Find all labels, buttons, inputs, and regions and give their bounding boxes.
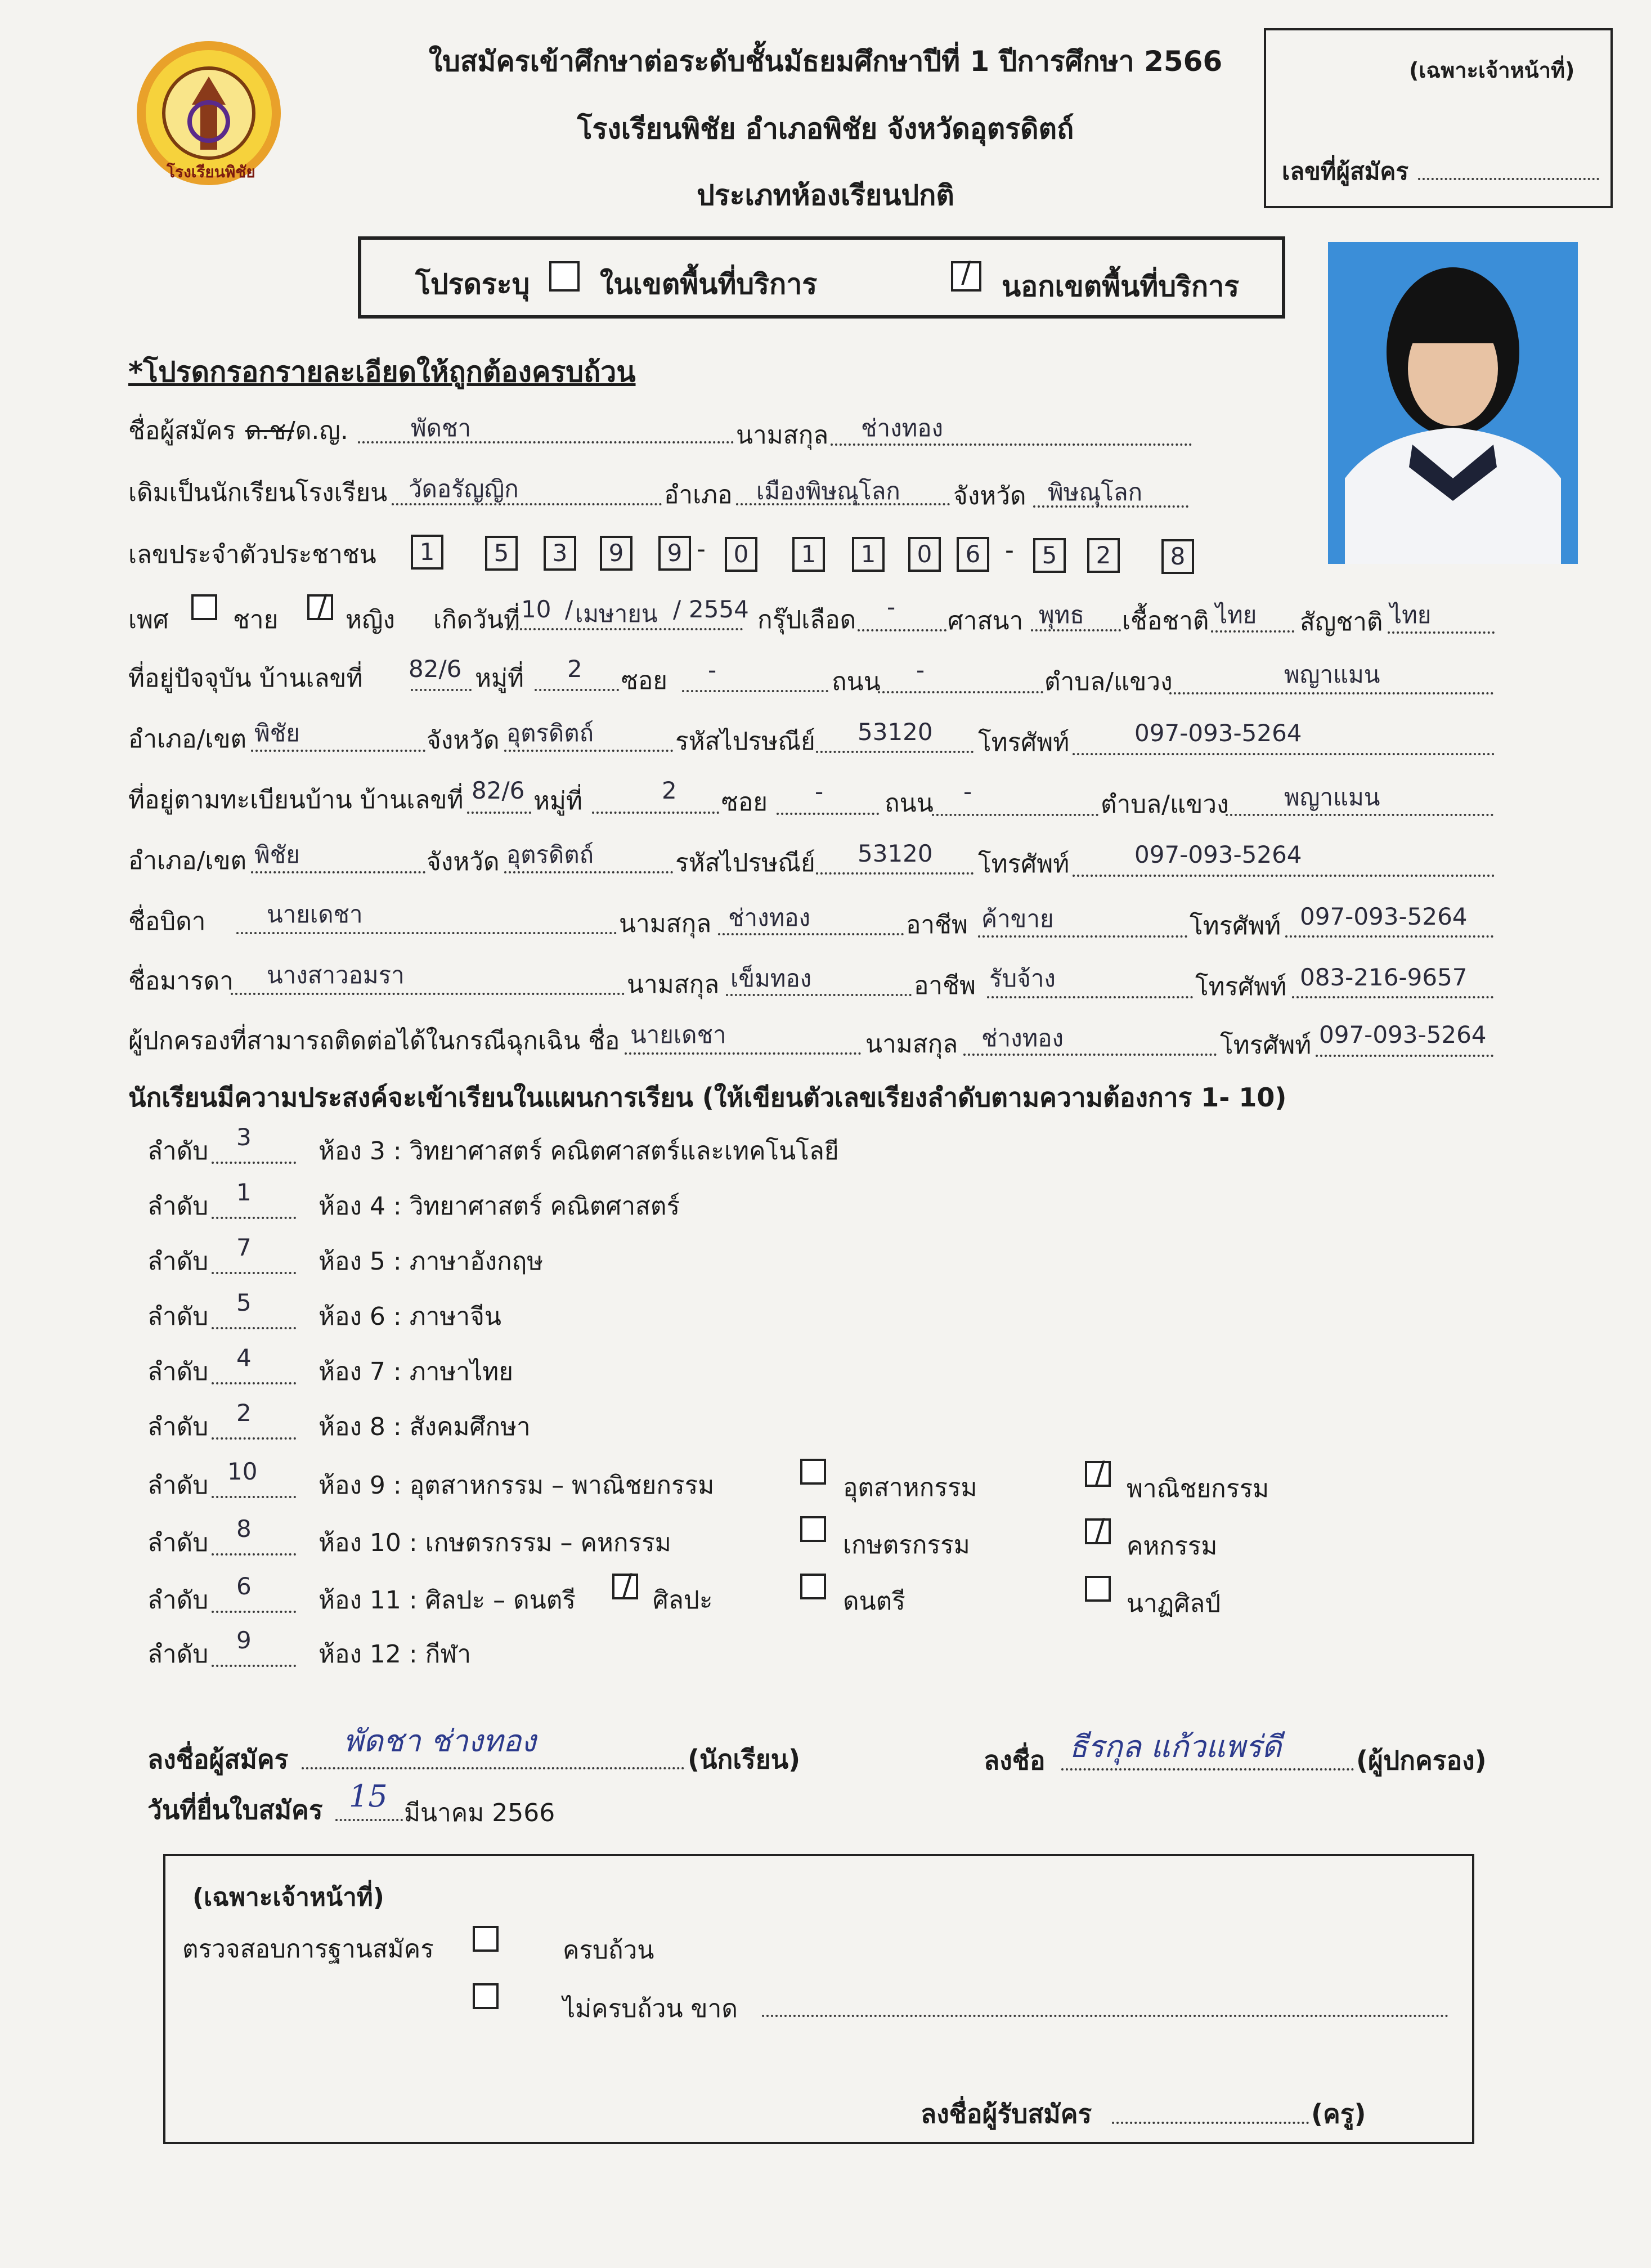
- plan-rank: 4: [236, 1344, 252, 1371]
- father-job-label: อาชีพ: [906, 911, 968, 939]
- plan-room: ห้อง 10 : เกษตรกรรม – คหกรรม: [318, 1529, 671, 1557]
- in-area-checkbox[interactable]: [549, 261, 580, 292]
- birth-day: 10: [521, 595, 551, 623]
- reg-province-label: จังหวัด: [427, 848, 500, 876]
- guardian-role: (ผู้ปกครอง): [1356, 1745, 1487, 1776]
- cur-road: -: [916, 656, 925, 684]
- plan-rank: 8: [236, 1515, 252, 1543]
- applicant-photo: [1328, 242, 1578, 564]
- plan-room: ห้อง 3 : วิทยาศาสตร์ คณิตศาสตร์และเทคโนโลยี: [318, 1137, 839, 1166]
- plan-rank: 9: [236, 1626, 252, 1654]
- reg-district-label: อำเภอ/เขต: [128, 846, 247, 875]
- cur-phone-label: โทรศัพท์: [978, 728, 1070, 757]
- applicant-role: (นักเรียน): [688, 1744, 801, 1774]
- prev-province: พิษณุโลก: [1048, 478, 1143, 506]
- id-digit[interactable]: 6: [957, 537, 989, 572]
- father-phone-label: โทรศัพท์: [1190, 912, 1281, 940]
- plan-room: ห้อง 4 : วิทยาศาสตร์ คณิตศาสตร์: [318, 1192, 680, 1221]
- id-digit[interactable]: 1: [852, 537, 885, 572]
- service-area-box: [358, 236, 1285, 319]
- nationality-label: สัญชาติ: [1300, 608, 1383, 637]
- mother-surname: เข็มทอง: [730, 965, 812, 992]
- national-id-label: เลขประจำตัวประชาชน: [128, 540, 376, 569]
- reg-moo: 2: [662, 777, 677, 804]
- agriculture-checkbox[interactable]: [800, 1516, 826, 1542]
- male-label: ชาย: [233, 606, 279, 634]
- mother-job-label: อาชีพ: [914, 971, 976, 1000]
- reg-house-no: 82/6: [472, 777, 525, 804]
- plan-rank: 2: [236, 1399, 252, 1427]
- prev-province-label: จังหวัด: [953, 482, 1026, 510]
- receiver-role: (ครู): [1311, 2099, 1366, 2129]
- mother-name: นางสาวอมรา: [267, 961, 405, 989]
- complete-label: ครบถ้วน: [563, 1936, 654, 1965]
- submit-day: 15: [349, 1778, 388, 1814]
- instruction: *โปรดกรอกรายละเอียดให้ถูกต้องครบถ้วน: [128, 356, 636, 388]
- race: ไทย: [1215, 601, 1257, 629]
- plan-room: ห้อง 8 : สังคมศึกษา: [318, 1413, 531, 1441]
- applicant-signature: พัดชา ช่างทอง: [343, 1723, 536, 1759]
- cur-soi-label: ซอย: [621, 666, 668, 695]
- birth-slash-1: /: [565, 595, 573, 623]
- reg-district: พิชัย: [254, 841, 300, 868]
- homeec-checkbox[interactable]: /: [1085, 1518, 1111, 1544]
- first-name: พัดชา: [411, 414, 472, 442]
- plan-room: ห้อง 12 : กีฬา: [318, 1640, 472, 1669]
- art-checkbox[interactable]: /: [612, 1574, 638, 1599]
- agriculture-label: เกษตรกรรม: [843, 1531, 970, 1559]
- official-box-label: (เฉพาะเจ้าหน้าที่): [1409, 58, 1575, 83]
- in-area-label: ในเขตพื้นที่บริการ: [600, 268, 818, 301]
- birth-month: เมษายน: [575, 600, 658, 627]
- cur-moo: 2: [567, 655, 582, 683]
- dance-label: นาฏศิลป์: [1127, 1589, 1221, 1618]
- reg-subdistrict-label: ตำบล/แขวง: [1101, 790, 1229, 819]
- surname: ช่างทอง: [861, 414, 944, 442]
- reg-moo-label: หมู่ที่: [533, 787, 583, 815]
- guardian-sign-label: ลงชื่อ: [984, 1745, 1046, 1776]
- official-number-box: [1264, 28, 1613, 208]
- father-label: ชื่อบิดา: [128, 907, 206, 936]
- id-dash: -: [697, 535, 706, 563]
- official-check-label: ตรวจสอบการฐานสมัคร: [182, 1935, 434, 1964]
- religion-label: ศาสนา: [948, 607, 1024, 635]
- plan-room: ห้อง 7 : ภาษาไทย: [318, 1357, 514, 1386]
- id-digit[interactable]: 1: [792, 537, 825, 572]
- cur-road-label: ถนน: [832, 667, 881, 696]
- logo-text: โรงเรียนพิชัย: [167, 163, 255, 181]
- school-name: โรงเรียนพิชัย อำเภอพิชัย จังหวัดอุตรดิตถ์: [577, 113, 1074, 145]
- cur-district-label: อำเภอ/เขต: [128, 725, 247, 754]
- plans-heading: นักเรียนมีความประสงค์จะเข้าเรียนในแผนการเรียน (ให้เขียนตัวเลขเรียงลำดับตามความต้องการ 1- 10): [128, 1082, 1287, 1113]
- id-digit[interactable]: 2: [1087, 538, 1120, 573]
- applicant-no-label: เลขที่ผู้สมัคร: [1282, 158, 1409, 185]
- guardian-phone: 097-093-5264: [1319, 1021, 1487, 1048]
- out-area-checkbox[interactable]: /: [951, 261, 981, 292]
- cur-phone: 097-093-5264: [1134, 719, 1302, 747]
- surname-label: นามสกุล: [736, 421, 829, 450]
- id-digit[interactable]: 3: [544, 536, 576, 571]
- industry-label: อุตสาหกรรม: [843, 1473, 977, 1502]
- birth-year: 2554: [689, 595, 749, 623]
- incomplete-checkbox[interactable]: [473, 1983, 499, 2009]
- official-label: (เฉพาะเจ้าหน้าที่): [192, 1883, 384, 1912]
- plan-rank: 3: [236, 1123, 252, 1151]
- music-checkbox[interactable]: [800, 1574, 826, 1599]
- guardian-phone-label: โทรศัพท์: [1220, 1031, 1312, 1060]
- father-job: ค้าขาย: [981, 905, 1054, 933]
- blood: -: [887, 593, 896, 621]
- birth-label: เกิดวันที่: [433, 606, 521, 634]
- mother-surname-label: นามสกุล: [627, 970, 720, 999]
- father-name: นายเดชา: [267, 900, 363, 928]
- plan-rank: 6: [236, 1572, 252, 1600]
- dance-checkbox[interactable]: [1085, 1576, 1111, 1602]
- receiver-sign-label: ลงชื่อผู้รับสมัคร: [921, 2099, 1092, 2129]
- id-digit[interactable]: 1: [411, 535, 443, 570]
- guardian-label: ผู้ปกครองที่สามารถติดต่อได้ในกรณีฉุกเฉิน ชื่อ: [128, 1027, 620, 1055]
- reg-subdistrict: พญาแมน: [1284, 783, 1380, 811]
- cur-postcode-label: รหัสไปรษณีย์: [675, 727, 815, 756]
- plan-room: ห้อง 5 : ภาษาอังกฤษ: [318, 1247, 544, 1276]
- female-checkbox[interactable]: /: [307, 594, 333, 620]
- applicant-name-label: ชื่อผู้สมัคร: [128, 416, 236, 445]
- plan-rank: 7: [236, 1234, 252, 1261]
- mother-phone-label: โทรศัพท์: [1195, 972, 1287, 1001]
- cur-soi: -: [708, 656, 717, 684]
- prev-school-label: เดิมเป็นนักเรียนโรงเรียน: [128, 478, 388, 507]
- id-dash: -: [1005, 536, 1014, 564]
- plan-rank: 5: [236, 1289, 252, 1316]
- title-kept: /ด.ญ.: [287, 416, 348, 445]
- plan-rank: 1: [236, 1178, 252, 1206]
- prev-district-label: อำเภอ: [664, 481, 733, 509]
- cur-district: พิชัย: [254, 719, 300, 747]
- area-prompt: โปรดระบุ: [415, 268, 530, 301]
- mother-phone: 083-216-9657: [1300, 963, 1468, 991]
- official-use-box: [163, 1854, 1474, 2144]
- cur-subdistrict-label: ตำบล/แขวง: [1044, 667, 1173, 696]
- id-digit[interactable]: 9: [658, 536, 691, 571]
- guardian-name: นายเดชา: [630, 1021, 726, 1048]
- music-label: ดนตรี: [843, 1587, 905, 1616]
- plan-room: ห้อง 11 : ศิลปะ – ดนตรี: [318, 1586, 576, 1615]
- sex-label: เพศ: [128, 606, 169, 634]
- commerce-label: พาณิชยกรรม: [1127, 1474, 1269, 1503]
- id-digit[interactable]: 5: [485, 536, 518, 571]
- plan-room: ห้อง 6 : ภาษาจีน: [318, 1302, 501, 1331]
- reg-postcode-label: รหัสไปรษณีย์: [675, 849, 815, 877]
- incomplete-label: ไม่ครบถ้วน ขาด: [563, 1994, 738, 2023]
- homeec-label: คหกรรม: [1127, 1532, 1218, 1561]
- classroom-type: ประเภทห้องเรียนปกติ: [697, 179, 954, 212]
- male-checkbox[interactable]: [191, 594, 217, 620]
- plan-rank: 10: [227, 1458, 258, 1485]
- cur-moo-label: หมู่ที่: [475, 664, 524, 693]
- reg-soi: -: [815, 778, 824, 805]
- plan-room: ห้อง 9 : อุตสาหกรรม – พาณิชยกรรม: [318, 1471, 715, 1500]
- industry-checkbox[interactable]: [800, 1459, 826, 1485]
- reg-postcode: 53120: [858, 840, 933, 867]
- id-digit[interactable]: 0: [725, 537, 757, 572]
- id-digit[interactable]: 9: [600, 536, 632, 571]
- art-label: ศิลปะ: [653, 1586, 713, 1615]
- title-struck: ด.ช.: [245, 416, 294, 445]
- id-digit[interactable]: 0: [908, 537, 941, 572]
- out-area-label: นอกเขตพื้นที่บริการ: [1002, 270, 1240, 303]
- guardian-signature: ธีรกุล แก้วแพร่ดี: [1069, 1729, 1282, 1764]
- reg-road-label: ถนน: [885, 789, 934, 818]
- reg-phone: 097-093-5264: [1134, 841, 1302, 868]
- cur-province: อุตรดิตถ์: [506, 719, 594, 747]
- cur-house-no: 82/6: [409, 655, 462, 683]
- father-phone: 097-093-5264: [1300, 903, 1468, 930]
- form-title: ใบสมัครเข้าศึกษาต่อระดับชั้นมัธยมศึกษาปีที่ 1 ปีการศึกษา 2566: [428, 45, 1223, 78]
- cur-postcode: 53120: [858, 718, 933, 746]
- id-digit[interactable]: 8: [1161, 539, 1194, 574]
- reg-soi-label: ซอย: [721, 788, 768, 817]
- complete-checkbox[interactable]: [473, 1926, 499, 1952]
- cur-subdistrict: พญาแมน: [1284, 661, 1380, 688]
- birth-slash-2: /: [673, 595, 681, 623]
- race-label: เชื้อชาติ: [1122, 607, 1209, 635]
- reg-address-label: ที่อยู่ตามทะเบียนบ้าน บ้านเลขที่: [128, 786, 464, 814]
- guardian-surname: ช่างทอง: [981, 1024, 1064, 1052]
- prev-district: เมืองพิษณุโลก: [756, 477, 900, 505]
- applicant-sign-label: ลงชื่อผู้สมัคร: [147, 1744, 289, 1774]
- prev-school: วัดอรัญญิก: [409, 475, 519, 503]
- mother-label: ชื่อมารดา: [128, 967, 234, 996]
- mother-job: รับจ้าง: [989, 965, 1056, 992]
- submit-date-rest: มีนาคม 2566: [404, 1799, 555, 1827]
- father-surname-label: นามสกุล: [619, 909, 712, 938]
- commerce-checkbox[interactable]: /: [1085, 1461, 1111, 1487]
- cur-province-label: จังหวัด: [427, 726, 500, 755]
- nationality: ไทย: [1390, 601, 1432, 629]
- religion: พุทธ: [1039, 601, 1085, 629]
- female-label: หญิง: [346, 606, 395, 634]
- guardian-surname-label: นามสกุล: [865, 1030, 958, 1059]
- id-digit[interactable]: 5: [1033, 538, 1066, 573]
- reg-road: -: [963, 778, 972, 805]
- reg-province: อุตรดิตถ์: [506, 841, 594, 868]
- reg-phone-label: โทรศัพท์: [978, 850, 1070, 878]
- blood-label: กรุ๊ปเลือด: [757, 606, 856, 634]
- submit-date-label: วันที่ยื่นใบสมัคร: [147, 1795, 323, 1825]
- cur-address-label: ที่อยู่ปัจจุบัน บ้านเลขที่: [128, 664, 363, 693]
- father-surname: ช่างทอง: [728, 904, 811, 931]
